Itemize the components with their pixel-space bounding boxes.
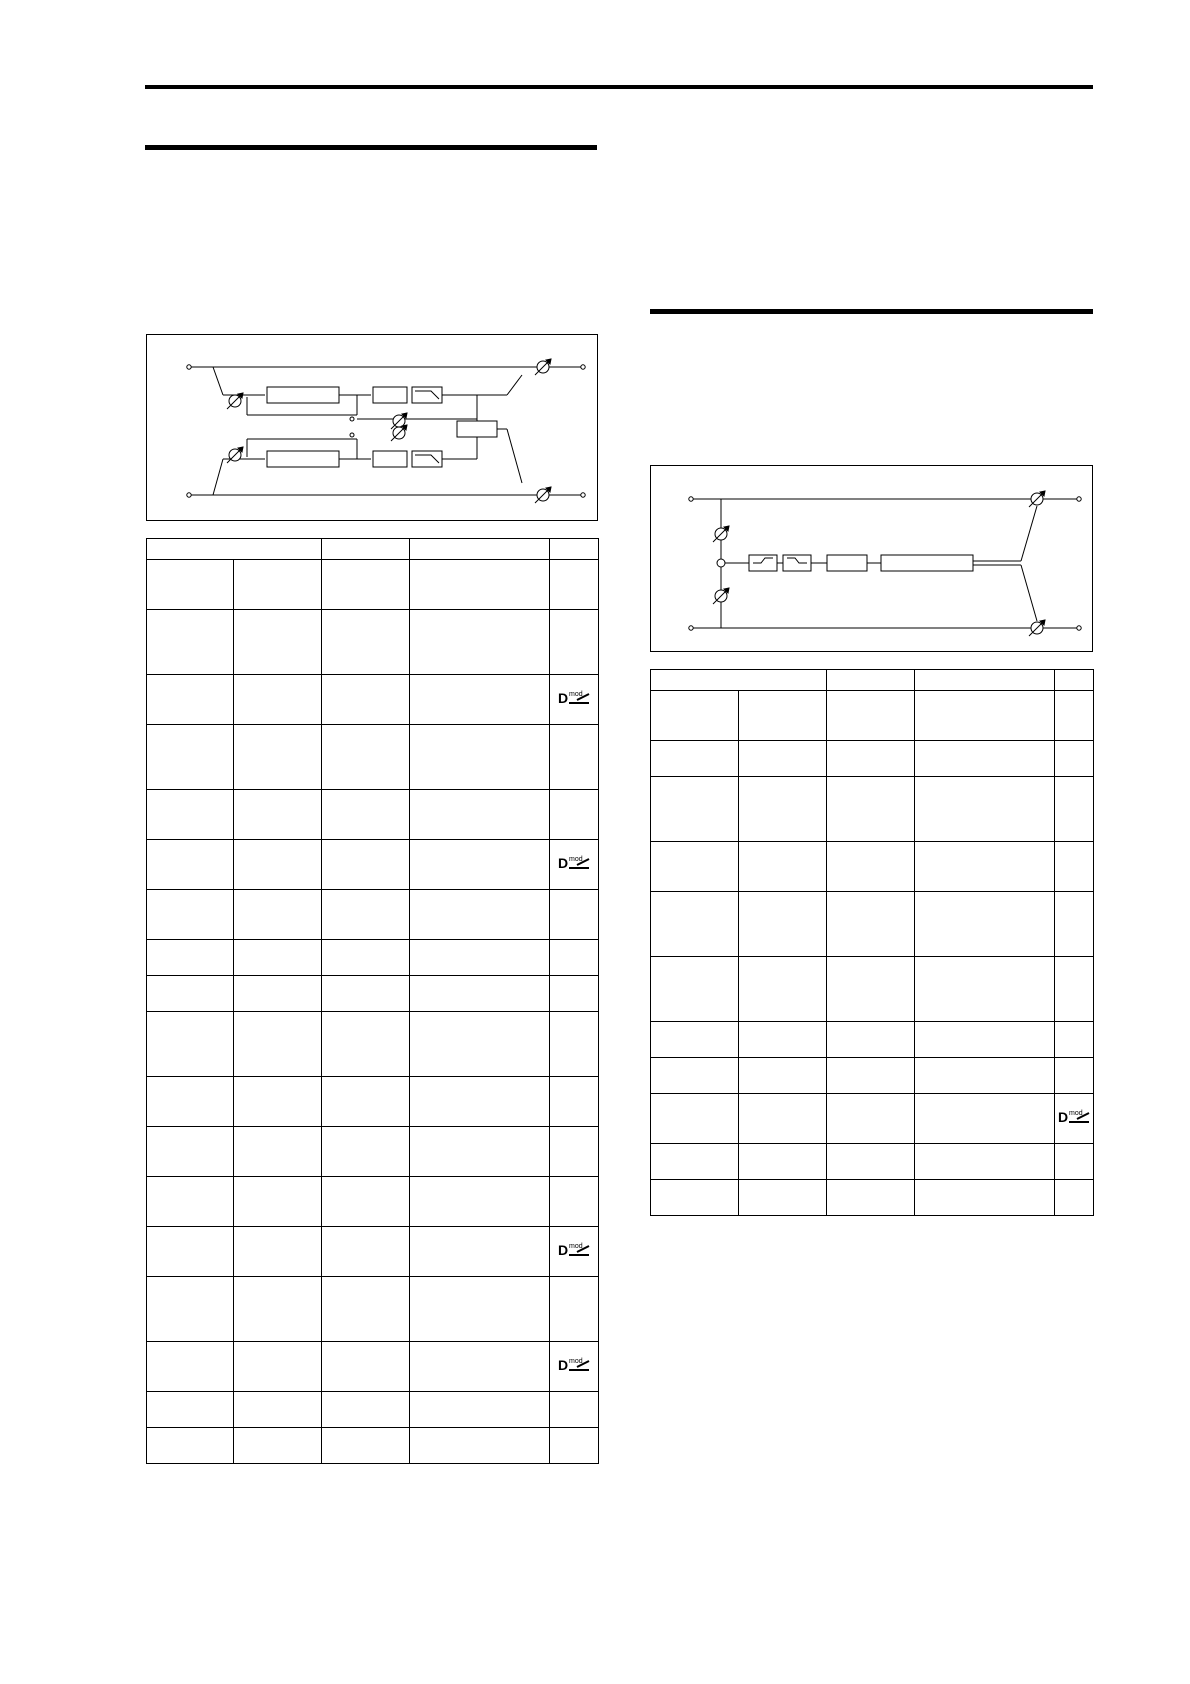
dmod-icon xyxy=(557,853,591,871)
cell xyxy=(550,1177,599,1227)
cell xyxy=(410,1077,550,1127)
cell xyxy=(651,957,739,1022)
dmod-cell xyxy=(1055,1094,1094,1144)
table-row xyxy=(147,1012,599,1077)
cell xyxy=(322,790,410,840)
table-row xyxy=(147,1277,599,1342)
header-cell xyxy=(651,670,827,691)
table-row xyxy=(651,957,1094,1022)
cell xyxy=(651,892,739,957)
cell xyxy=(739,741,827,777)
cell xyxy=(550,890,599,940)
cell xyxy=(147,1077,234,1127)
cell xyxy=(322,1127,410,1177)
header-cell xyxy=(827,670,915,691)
cell xyxy=(827,1144,915,1180)
cell xyxy=(410,1428,550,1464)
cell xyxy=(410,1177,550,1227)
left-block-diagram xyxy=(146,334,598,521)
cell xyxy=(410,675,550,725)
table-row xyxy=(147,940,599,976)
table-row xyxy=(147,1342,599,1392)
cell xyxy=(322,1342,410,1392)
cell xyxy=(550,1277,599,1342)
cell xyxy=(1055,1144,1094,1180)
table-row xyxy=(147,675,599,725)
cell xyxy=(322,1012,410,1077)
cell xyxy=(739,892,827,957)
cell xyxy=(147,610,234,675)
cell xyxy=(915,741,1055,777)
cell xyxy=(827,777,915,842)
table-header-row xyxy=(651,670,1094,691)
header-cell xyxy=(550,539,599,560)
cell xyxy=(739,1058,827,1094)
cell xyxy=(827,1094,915,1144)
table-row xyxy=(147,840,599,890)
table-row xyxy=(651,1022,1094,1058)
cell xyxy=(322,1277,410,1342)
table-header-row xyxy=(147,539,599,560)
cell xyxy=(322,675,410,725)
cell xyxy=(739,691,827,741)
cell xyxy=(147,1277,234,1342)
cell xyxy=(234,1342,322,1392)
svg-text:D: D xyxy=(1058,1109,1069,1125)
cell xyxy=(550,560,599,610)
cell xyxy=(915,691,1055,741)
header-cell xyxy=(915,670,1055,691)
cell xyxy=(322,560,410,610)
cell xyxy=(550,940,599,976)
cell xyxy=(234,840,322,890)
cell xyxy=(827,1058,915,1094)
cell xyxy=(322,1177,410,1227)
cell xyxy=(322,1227,410,1277)
svg-text:mod: mod xyxy=(569,691,583,698)
cell xyxy=(234,790,322,840)
cell xyxy=(147,890,234,940)
cell xyxy=(739,842,827,892)
cell xyxy=(651,1022,739,1058)
cell xyxy=(651,741,739,777)
cell xyxy=(322,1392,410,1428)
cell xyxy=(410,976,550,1012)
cell xyxy=(827,957,915,1022)
cell xyxy=(651,777,739,842)
cell xyxy=(915,1180,1055,1216)
header-cell xyxy=(322,539,410,560)
cell xyxy=(739,1022,827,1058)
cell xyxy=(827,842,915,892)
cell xyxy=(147,1392,234,1428)
svg-text:mod: mod xyxy=(569,1358,583,1365)
right-block-diagram xyxy=(650,465,1093,652)
cell xyxy=(322,1077,410,1127)
cell xyxy=(1055,1058,1094,1094)
cell xyxy=(739,1094,827,1144)
cell xyxy=(550,1012,599,1077)
cell xyxy=(147,1342,234,1392)
dmod-cell xyxy=(550,675,599,725)
cell xyxy=(1055,777,1094,842)
table-row xyxy=(651,1144,1094,1180)
cell xyxy=(147,976,234,1012)
cell xyxy=(651,691,739,741)
left-section-title-rule xyxy=(145,145,597,150)
dmod-cell xyxy=(550,1227,599,1277)
cell xyxy=(1055,892,1094,957)
cell xyxy=(234,1012,322,1077)
table-row xyxy=(147,725,599,790)
header-cell xyxy=(410,539,550,560)
cell xyxy=(234,675,322,725)
cell xyxy=(410,790,550,840)
table-row xyxy=(147,1177,599,1227)
cell xyxy=(915,1144,1055,1180)
cell xyxy=(550,1392,599,1428)
cell xyxy=(827,1022,915,1058)
stereo-delay-effect-diagram-icon xyxy=(147,335,599,522)
table-row xyxy=(147,1127,599,1177)
cell xyxy=(550,1428,599,1464)
left-parameter-table xyxy=(146,538,599,1464)
table-row xyxy=(147,560,599,610)
mono-effect-chain-diagram-icon xyxy=(651,466,1094,653)
cell xyxy=(651,1094,739,1144)
svg-text:mod: mod xyxy=(1069,1110,1083,1117)
cell xyxy=(147,1177,234,1227)
header-cell xyxy=(147,539,322,560)
cell xyxy=(410,840,550,890)
right-parameter-table xyxy=(650,669,1094,1216)
cell xyxy=(322,976,410,1012)
cell xyxy=(234,1177,322,1227)
svg-text:D: D xyxy=(558,1357,569,1373)
cell xyxy=(550,610,599,675)
cell xyxy=(147,840,234,890)
table-row xyxy=(651,741,1094,777)
dmod-cell xyxy=(550,840,599,890)
table-row xyxy=(651,691,1094,741)
svg-text:D: D xyxy=(558,690,569,706)
cell xyxy=(550,1077,599,1127)
cell xyxy=(322,1428,410,1464)
cell xyxy=(1055,1180,1094,1216)
cell xyxy=(739,1144,827,1180)
table-row xyxy=(651,892,1094,957)
cell xyxy=(1055,741,1094,777)
table-row xyxy=(651,777,1094,842)
cell xyxy=(1055,957,1094,1022)
table-row xyxy=(147,1428,599,1464)
cell xyxy=(147,560,234,610)
dmod-icon xyxy=(557,1240,591,1258)
cell xyxy=(234,560,322,610)
cell xyxy=(234,1227,322,1277)
cell xyxy=(234,940,322,976)
cell xyxy=(651,1180,739,1216)
cell xyxy=(234,1428,322,1464)
page-header-rule xyxy=(145,85,1093,89)
table-row xyxy=(147,610,599,675)
header-cell xyxy=(1055,670,1094,691)
cell xyxy=(322,725,410,790)
cell xyxy=(1055,842,1094,892)
cell xyxy=(147,1227,234,1277)
cell xyxy=(234,610,322,675)
cell xyxy=(651,1144,739,1180)
cell xyxy=(915,892,1055,957)
cell xyxy=(147,1012,234,1077)
cell xyxy=(234,1392,322,1428)
table-row xyxy=(147,790,599,840)
table-row xyxy=(147,1392,599,1428)
cell xyxy=(827,1180,915,1216)
svg-text:D: D xyxy=(558,1242,569,1258)
cell xyxy=(147,1127,234,1177)
cell xyxy=(322,890,410,940)
dmod-cell xyxy=(550,1342,599,1392)
cell xyxy=(827,892,915,957)
cell xyxy=(739,1180,827,1216)
cell xyxy=(234,890,322,940)
cell xyxy=(550,1127,599,1177)
table-row xyxy=(147,1227,599,1277)
cell xyxy=(915,1094,1055,1144)
svg-text:mod: mod xyxy=(569,1243,583,1250)
dmod-icon xyxy=(1057,1107,1091,1125)
cell xyxy=(651,1058,739,1094)
cell xyxy=(739,957,827,1022)
cell xyxy=(410,1342,550,1392)
dmod-icon xyxy=(557,1355,591,1373)
table-row xyxy=(651,1058,1094,1094)
cell xyxy=(147,725,234,790)
table-row xyxy=(147,1077,599,1127)
cell xyxy=(410,940,550,976)
cell xyxy=(410,1127,550,1177)
cell xyxy=(827,691,915,741)
cell xyxy=(234,725,322,790)
cell xyxy=(410,890,550,940)
cell xyxy=(410,1227,550,1277)
cell xyxy=(147,1428,234,1464)
cell xyxy=(915,842,1055,892)
table-row xyxy=(651,842,1094,892)
cell xyxy=(550,790,599,840)
table-row xyxy=(147,890,599,940)
cell xyxy=(1055,691,1094,741)
cell xyxy=(915,957,1055,1022)
cell xyxy=(410,1277,550,1342)
cell xyxy=(550,976,599,1012)
cell xyxy=(410,1392,550,1428)
cell xyxy=(915,1058,1055,1094)
cell xyxy=(234,976,322,1012)
cell xyxy=(322,840,410,890)
svg-text:mod: mod xyxy=(569,856,583,863)
cell xyxy=(410,1012,550,1077)
table-row xyxy=(651,1180,1094,1216)
svg-text:D: D xyxy=(558,855,569,871)
cell xyxy=(915,777,1055,842)
cell xyxy=(915,1022,1055,1058)
dmod-icon xyxy=(557,688,591,706)
cell xyxy=(147,790,234,840)
cell xyxy=(322,940,410,976)
table-row xyxy=(651,1094,1094,1144)
cell xyxy=(739,777,827,842)
cell xyxy=(827,741,915,777)
right-section-title-rule xyxy=(650,309,1093,314)
cell xyxy=(550,725,599,790)
cell xyxy=(322,610,410,675)
cell xyxy=(651,842,739,892)
cell xyxy=(234,1277,322,1342)
cell xyxy=(410,725,550,790)
cell xyxy=(234,1127,322,1177)
cell xyxy=(1055,1022,1094,1058)
cell xyxy=(410,560,550,610)
cell xyxy=(234,1077,322,1127)
cell xyxy=(147,940,234,976)
cell xyxy=(147,675,234,725)
table-row xyxy=(147,976,599,1012)
cell xyxy=(410,610,550,675)
